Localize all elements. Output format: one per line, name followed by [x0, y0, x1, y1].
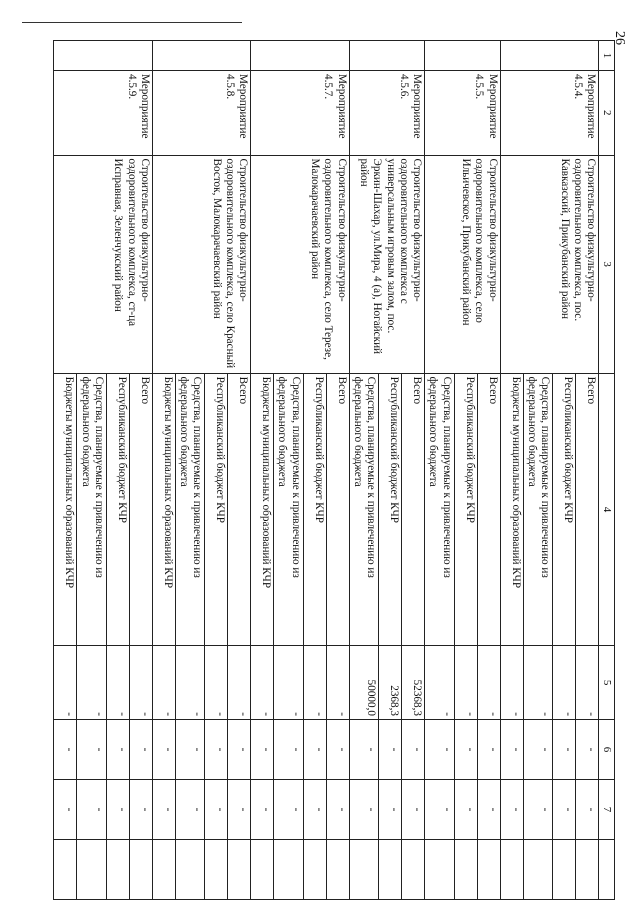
value-empty — [251, 839, 274, 899]
value-empty — [106, 839, 129, 899]
blank-cell — [349, 41, 424, 71]
funding-source: Всего — [228, 373, 251, 646]
value-empty — [523, 839, 552, 899]
measure-name: Строительство физкультурно-оздоровительного комплекса, ст-ца Исправная, Зеленчукский район — [54, 155, 152, 373]
funding-source: Всего — [326, 373, 349, 646]
value-v7: - — [303, 779, 326, 839]
value-empty — [274, 839, 303, 899]
funding-source: Республиканский бюджет КЧР — [553, 373, 576, 646]
value-v6: - — [228, 719, 251, 779]
header-cell-3: 3 — [599, 155, 615, 373]
measure-id: Мероприятие 4.5.4. — [500, 70, 598, 155]
value-v7: - — [576, 779, 599, 839]
funding-source: Всего — [477, 373, 500, 646]
value-v7: - — [228, 779, 251, 839]
table-row — [576, 41, 599, 900]
value-v5: - — [425, 646, 454, 720]
funding-source: Республиканский бюджет КЧР — [106, 373, 129, 646]
measure-id: Мероприятие 4.5.5. — [425, 70, 500, 155]
funding-source: Всего — [129, 373, 152, 646]
value-v7: - — [54, 779, 77, 839]
value-v7: - — [523, 779, 552, 839]
value-v7: - — [106, 779, 129, 839]
value-v7: - — [77, 779, 106, 839]
header-cell-1: 1 — [599, 41, 615, 71]
table-row — [228, 41, 251, 900]
header-cell-8 — [599, 839, 615, 899]
header-cell-7: 7 — [599, 779, 615, 839]
funding-source: Средства, планируемые к привлечению из федерального бюджета — [274, 373, 303, 646]
funding-source: Средства, планируемые к привлечению из федерального бюджета — [523, 373, 552, 646]
value-empty — [576, 839, 599, 899]
value-v5: - — [129, 646, 152, 720]
value-v6: - — [303, 719, 326, 779]
value-v6: - — [553, 719, 576, 779]
value-v5: - — [454, 646, 477, 720]
value-v6: - — [500, 719, 523, 779]
program-measures-table — [53, 40, 615, 900]
measure-name: Строительство физкультурно-оздоровительного комплекса, село Терезе, Малокарачаевский район — [251, 155, 349, 373]
value-empty — [205, 839, 228, 899]
blank-cell — [54, 41, 152, 71]
value-empty — [228, 839, 251, 899]
value-v6: - — [205, 719, 228, 779]
header-cell-5: 5 — [599, 646, 615, 720]
measure-name: Строительство физкультурно-оздоровительного комплекса, село Ильичевское, Прикубанский район — [425, 155, 500, 373]
value-v5: - — [228, 646, 251, 720]
value-v5: - — [106, 646, 129, 720]
value-empty — [402, 839, 425, 899]
value-v6: - — [274, 719, 303, 779]
value-v7: - — [477, 779, 500, 839]
funding-source: Бюджеты муниципальных образований КЧР — [500, 373, 523, 646]
funding-source: Бюджеты муниципальных образований КЧР — [54, 373, 77, 646]
value-v7: - — [349, 779, 378, 839]
value-v6: - — [477, 719, 500, 779]
value-empty — [454, 839, 477, 899]
value-v7: - — [379, 779, 402, 839]
value-v7: - — [500, 779, 523, 839]
value-v5: - — [303, 646, 326, 720]
blank-cell — [251, 41, 349, 71]
funding-source: Средства, планируемые к привлечению из федерального бюджета — [77, 373, 106, 646]
value-v5: - — [152, 646, 175, 720]
value-empty — [54, 839, 77, 899]
table-row — [402, 41, 425, 900]
value-v7: - — [251, 779, 274, 839]
blank-cell — [152, 41, 250, 71]
header-cell-6: 6 — [599, 719, 615, 779]
funding-source: Средства, планируемые к привлечению из федерального бюджета — [175, 373, 204, 646]
value-v5: - — [205, 646, 228, 720]
value-v7: - — [402, 779, 425, 839]
blank-cell — [425, 41, 500, 71]
value-empty — [553, 839, 576, 899]
value-v6: - — [251, 719, 274, 779]
value-v6: - — [152, 719, 175, 779]
value-v7: - — [454, 779, 477, 839]
value-empty — [379, 839, 402, 899]
value-empty — [303, 839, 326, 899]
top-rule — [22, 22, 242, 23]
value-v6: - — [425, 719, 454, 779]
value-empty — [152, 839, 175, 899]
value-v6: - — [175, 719, 204, 779]
value-v5: - — [576, 646, 599, 720]
value-empty — [175, 839, 204, 899]
funding-source: Республиканский бюджет КЧР — [303, 373, 326, 646]
measure-id: Мероприятие 4.5.6. — [349, 70, 424, 155]
blank-cell — [500, 41, 598, 71]
value-v6: - — [349, 719, 378, 779]
value-v5: - — [77, 646, 106, 720]
value-v5: - — [251, 646, 274, 720]
value-empty — [500, 839, 523, 899]
value-v6: - — [454, 719, 477, 779]
table-row — [477, 41, 500, 900]
value-v6: - — [106, 719, 129, 779]
funding-source: Республиканский бюджет КЧР — [205, 373, 228, 646]
value-v5: - — [326, 646, 349, 720]
value-empty — [477, 839, 500, 899]
rotated-table-wrapper — [55, 40, 615, 900]
funding-source: Всего — [576, 373, 599, 646]
page-number: 26 — [612, 31, 627, 45]
funding-source: Бюджеты муниципальных образований КЧР — [152, 373, 175, 646]
value-v7: - — [274, 779, 303, 839]
table-row — [326, 41, 349, 900]
value-v5: - — [477, 646, 500, 720]
measure-name: Строительство физкультурно-оздоровительного комплекса, село Красный Восток, Малокарачаевский район — [152, 155, 250, 373]
value-v5: 52368,3 — [402, 646, 425, 720]
value-v5: - — [500, 646, 523, 720]
value-empty — [326, 839, 349, 899]
funding-source: Республиканский бюджет КЧР — [454, 373, 477, 646]
funding-source: Всего — [402, 373, 425, 646]
funding-source: Средства, планируемые к привлечению из федерального бюджета — [425, 373, 454, 646]
header-row — [599, 41, 615, 900]
value-v5: - — [54, 646, 77, 720]
header-cell-4: 4 — [599, 373, 615, 646]
value-v6: - — [129, 719, 152, 779]
value-v5: 2368,3 — [379, 646, 402, 720]
measure-id: Мероприятие 4.5.7. — [251, 70, 349, 155]
value-v6: - — [402, 719, 425, 779]
measure-id: Мероприятие 4.5.8. — [152, 70, 250, 155]
header-cell-2: 2 — [599, 70, 615, 155]
value-v7: - — [129, 779, 152, 839]
measure-name: Строительство физкультурно-оздоровительного комплекса с универсальным игровым залом, пос. Эркин-Шахар, ул.Мира, 4 (а), Ногайский район — [349, 155, 424, 373]
measure-name: Строительство физкультурно-оздоровительного комплекса, пос. Кавказский, Прикубанский район — [500, 155, 598, 373]
value-v6: - — [54, 719, 77, 779]
value-v5: - — [523, 646, 552, 720]
value-v5: - — [553, 646, 576, 720]
value-empty — [129, 839, 152, 899]
value-v7: - — [326, 779, 349, 839]
value-v6: - — [77, 719, 106, 779]
value-v6: - — [576, 719, 599, 779]
value-empty — [349, 839, 378, 899]
measure-id: Мероприятие 4.5.9. — [54, 70, 152, 155]
value-v5: - — [175, 646, 204, 720]
value-v7: - — [152, 779, 175, 839]
value-v5: 50000,0 — [349, 646, 378, 720]
value-v5: - — [274, 646, 303, 720]
funding-source: Бюджеты муниципальных образований КЧР — [251, 373, 274, 646]
value-v6: - — [523, 719, 552, 779]
value-v6: - — [379, 719, 402, 779]
value-v7: - — [553, 779, 576, 839]
value-v6: - — [326, 719, 349, 779]
table-row — [129, 41, 152, 900]
value-empty — [425, 839, 454, 899]
value-empty — [77, 839, 106, 899]
value-v7: - — [205, 779, 228, 839]
value-v7: - — [175, 779, 204, 839]
funding-source: Республиканский бюджет КЧР — [379, 373, 402, 646]
funding-source: Средства, планируемые к привлечению из федерального бюджета — [349, 373, 378, 646]
value-v7: - — [425, 779, 454, 839]
